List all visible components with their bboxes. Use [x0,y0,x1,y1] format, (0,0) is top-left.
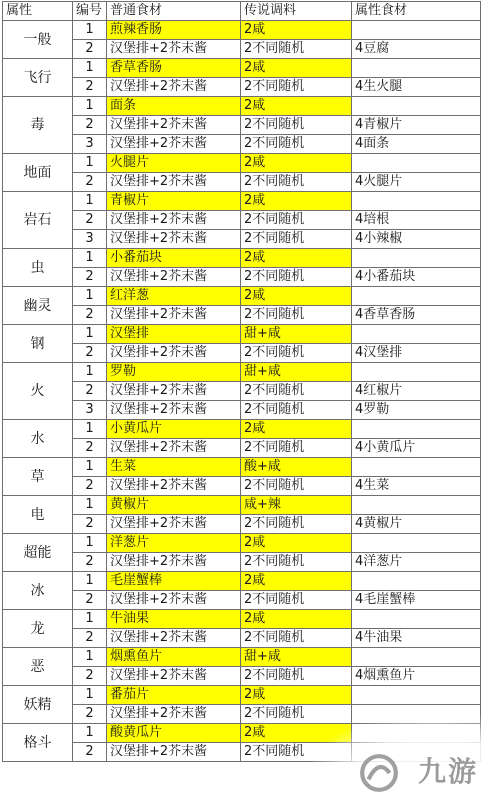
attribute-food-cell [352,610,481,629]
table-row [3,78,481,97]
seasoning-cell: 2不同随机 [241,116,352,135]
number-cell: 3 [73,230,107,249]
attribute-cell: 钢 [3,325,73,363]
attribute-cell: 冰 [3,572,73,610]
header-row [3,2,481,21]
ordinary-food-cell: 生菜 [107,458,241,477]
attribute-food-cell [352,648,481,667]
number-cell: 1 [73,97,107,116]
attribute-food-cell: 4烟熏鱼片 [352,667,481,686]
ordinary-food-cell: 黄椒片 [107,496,241,515]
seasoning-cell: 2不同随机 [241,553,352,572]
seasoning-cell: 甜+咸 [241,363,352,382]
number-cell: 2 [73,78,107,97]
ordinary-food-cell: 汉堡排+2芥末酱 [107,591,241,610]
attribute-food-cell [352,97,481,116]
ordinary-food-cell: 汉堡排+2芥末酱 [107,705,241,724]
attribute-cell: 格斗 [3,724,73,762]
table-row [3,534,481,553]
attribute-cell: 幽灵 [3,287,73,325]
table-row [3,97,481,116]
table-row [3,401,481,420]
seasoning-cell: 2咸 [241,154,352,173]
seasoning-cell: 2不同随机 [241,515,352,534]
attribute-cell: 电 [3,496,73,534]
ordinary-food-cell: 汉堡排 [107,325,241,344]
table-row [3,439,481,458]
number-cell: 2 [73,116,107,135]
number-cell: 2 [73,743,107,762]
number-cell: 1 [73,154,107,173]
table-row [3,667,481,686]
attribute-cell: 超能 [3,534,73,572]
attribute-food-cell: 4汉堡排 [352,344,481,363]
seasoning-cell: 2不同随机 [241,667,352,686]
seasoning-cell: 2不同随机 [241,439,352,458]
attribute-food-cell [352,192,481,211]
ordinary-food-cell: 汉堡排+2芥末酱 [107,306,241,325]
table-row [3,553,481,572]
ordinary-food-cell: 煎辣香肠 [107,21,241,40]
watermark-text: 九游 [417,755,478,788]
number-cell: 1 [73,610,107,629]
attribute-cell: 妖精 [3,686,73,724]
number-cell: 1 [73,572,107,591]
seasoning-cell: 2咸 [241,420,352,439]
seasoning-cell: 2不同随机 [241,591,352,610]
ordinary-food-cell: 红洋葱 [107,287,241,306]
table-body [3,21,481,762]
seasoning-cell: 2咸 [241,249,352,268]
ordinary-food-cell: 汉堡排+2芥末酱 [107,382,241,401]
number-cell: 1 [73,458,107,477]
header-attribute-food: 属性食材 [352,2,481,21]
ordinary-food-cell: 烟熏鱼片 [107,648,241,667]
ordinary-food-cell: 汉堡排+2芥末酱 [107,268,241,287]
seasoning-cell: 甜+咸 [241,325,352,344]
table-row [3,173,481,192]
attribute-food-cell: 4生火腿 [352,78,481,97]
attribute-food-cell [352,59,481,78]
attribute-cell: 水 [3,420,73,458]
number-cell: 2 [73,268,107,287]
table-row [3,230,481,249]
table-row [3,344,481,363]
ordinary-food-cell: 汉堡排+2芥末酱 [107,40,241,59]
attribute-cell: 龙 [3,610,73,648]
attribute-cell: 虫 [3,249,73,287]
header-legendary-seasoning: 传说调料 [241,2,352,21]
ordinary-food-cell: 面条 [107,97,241,116]
attribute-food-cell [352,496,481,515]
number-cell: 1 [73,249,107,268]
seasoning-cell: 2咸 [241,97,352,116]
table-row [3,40,481,59]
attribute-food-cell: 4小辣椒 [352,230,481,249]
ordinary-food-cell: 汉堡排+2芥末酱 [107,78,241,97]
seasoning-cell: 2咸 [241,724,352,743]
ordinary-food-cell: 罗勒 [107,363,241,382]
table-row [3,154,481,173]
watermark-fade [313,715,488,800]
seasoning-cell: 2不同随机 [241,211,352,230]
seasoning-cell: 咸+辣 [241,496,352,515]
attribute-food-cell: 4罗勒 [352,401,481,420]
number-cell: 2 [73,382,107,401]
attribute-food-cell [352,458,481,477]
number-cell: 1 [73,420,107,439]
number-cell: 2 [73,515,107,534]
attribute-food-cell [352,686,481,705]
seasoning-cell: 2咸 [241,610,352,629]
ordinary-food-cell: 汉堡排+2芥末酱 [107,477,241,496]
table-row [3,363,481,382]
number-cell: 2 [73,705,107,724]
number-cell: 2 [73,553,107,572]
seasoning-cell: 2不同随机 [241,401,352,420]
table-row [3,515,481,534]
attribute-food-cell: 4香草香肠 [352,306,481,325]
seasoning-cell: 2不同随机 [241,382,352,401]
table-row [3,306,481,325]
attribute-food-cell: 4红椒片 [352,382,481,401]
seasoning-cell: 酸+咸 [241,458,352,477]
seasoning-cell: 2不同随机 [241,173,352,192]
ordinary-food-cell: 小番茄块 [107,249,241,268]
ordinary-food-cell: 青椒片 [107,192,241,211]
attribute-food-cell [352,287,481,306]
attribute-food-cell: 4毛崖蟹棒 [352,591,481,610]
number-cell: 2 [73,40,107,59]
attribute-cell: 毒 [3,97,73,154]
attribute-food-cell: 4豆腐 [352,40,481,59]
ordinary-food-cell: 火腿片 [107,154,241,173]
attribute-food-cell [352,363,481,382]
table-row [3,420,481,439]
attribute-food-cell [352,534,481,553]
attribute-food-cell [352,249,481,268]
attribute-cell: 岩石 [3,192,73,249]
attribute-food-cell: 4小番茄块 [352,268,481,287]
attribute-cell: 恶 [3,648,73,686]
ordinary-food-cell: 汉堡排+2芥末酱 [107,667,241,686]
ordinary-food-cell: 洋葱片 [107,534,241,553]
table-row [3,686,481,705]
number-cell: 3 [73,401,107,420]
table-row [3,116,481,135]
table-row [3,591,481,610]
jiuyou-logo-icon [358,752,400,794]
seasoning-cell: 2不同随机 [241,78,352,97]
seasoning-cell: 2不同随机 [241,344,352,363]
header-ordinary-food: 普通食材 [107,2,241,21]
attribute-food-cell [352,325,481,344]
ordinary-food-cell: 汉堡排+2芥末酱 [107,401,241,420]
attribute-food-cell: 4小黄瓜片 [352,439,481,458]
seasoning-cell: 2咸 [241,572,352,591]
ordinary-food-cell: 汉堡排+2芥末酱 [107,629,241,648]
attribute-food-cell [352,21,481,40]
seasoning-cell: 2咸 [241,59,352,78]
table-row [3,135,481,154]
seasoning-cell: 2不同随机 [241,743,352,762]
table-row [3,382,481,401]
attribute-cell: 草 [3,458,73,496]
attribute-food-cell: 4黄椒片 [352,515,481,534]
number-cell: 1 [73,21,107,40]
seasoning-cell: 甜+咸 [241,648,352,667]
attribute-food-cell: 4牛油果 [352,629,481,648]
number-cell: 2 [73,211,107,230]
ordinary-food-cell: 汉堡排+2芥末酱 [107,344,241,363]
ordinary-food-cell: 汉堡排+2芥末酱 [107,116,241,135]
seasoning-cell: 2不同随机 [241,705,352,724]
seasoning-cell: 2不同随机 [241,135,352,154]
header-number: 编号 [73,2,107,21]
number-cell: 2 [73,667,107,686]
number-cell: 2 [73,306,107,325]
seasoning-cell: 2咸 [241,21,352,40]
ordinary-food-cell: 汉堡排+2芥末酱 [107,135,241,154]
ordinary-food-cell: 汉堡排+2芥末酱 [107,439,241,458]
attribute-cell: 一般 [3,21,73,59]
number-cell: 2 [73,477,107,496]
ordinary-food-cell: 酸黄瓜片 [107,724,241,743]
table-row [3,249,481,268]
attribute-food-cell: 4生菜 [352,477,481,496]
table-row [3,572,481,591]
table-row [3,477,481,496]
number-cell: 1 [73,363,107,382]
ordinary-food-cell: 汉堡排+2芥末酱 [107,553,241,572]
attribute-food-cell: 4火腿片 [352,173,481,192]
table-row [3,496,481,515]
number-cell: 1 [73,325,107,344]
ordinary-food-cell: 香草香肠 [107,59,241,78]
table-row [3,325,481,344]
table-row [3,59,481,78]
number-cell: 1 [73,686,107,705]
table-row [3,192,481,211]
recipe-table [2,1,481,762]
number-cell: 1 [73,59,107,78]
number-cell: 3 [73,135,107,154]
seasoning-cell: 2不同随机 [241,268,352,287]
number-cell: 2 [73,173,107,192]
seasoning-cell: 2咸 [241,534,352,553]
ordinary-food-cell: 毛崖蟹棒 [107,572,241,591]
number-cell: 1 [73,192,107,211]
ordinary-food-cell: 汉堡排+2芥末酱 [107,515,241,534]
seasoning-cell: 2咸 [241,287,352,306]
number-cell: 2 [73,344,107,363]
attribute-food-cell: 4面条 [352,135,481,154]
ordinary-food-cell: 小黄瓜片 [107,420,241,439]
attribute-food-cell: 4洋葱片 [352,553,481,572]
number-cell: 1 [73,496,107,515]
ordinary-food-cell: 汉堡排+2芥末酱 [107,211,241,230]
ordinary-food-cell: 汉堡排+2芥末酱 [107,173,241,192]
seasoning-cell: 2不同随机 [241,230,352,249]
seasoning-cell: 2不同随机 [241,477,352,496]
ordinary-food-cell: 牛油果 [107,610,241,629]
number-cell: 1 [73,534,107,553]
number-cell: 1 [73,724,107,743]
ordinary-food-cell: 汉堡排+2芥末酱 [107,743,241,762]
table-row [3,629,481,648]
table-row [3,458,481,477]
ordinary-food-cell: 汉堡排+2芥末酱 [107,230,241,249]
ordinary-food-cell: 番茄片 [107,686,241,705]
number-cell: 1 [73,287,107,306]
header-attribute: 属性 [3,2,73,21]
table-row [3,610,481,629]
attribute-food-cell: 4青椒片 [352,116,481,135]
seasoning-cell: 2不同随机 [241,306,352,325]
number-cell: 2 [73,591,107,610]
attribute-cell: 火 [3,363,73,420]
seasoning-cell: 2不同随机 [241,629,352,648]
seasoning-cell: 2咸 [241,686,352,705]
attribute-food-cell [352,420,481,439]
attribute-food-cell [352,154,481,173]
seasoning-cell: 2咸 [241,192,352,211]
table-row [3,287,481,306]
attribute-food-cell: 4培根 [352,211,481,230]
attribute-food-cell [352,572,481,591]
number-cell: 2 [73,439,107,458]
seasoning-cell: 2不同随机 [241,40,352,59]
table-row [3,21,481,40]
table-row [3,268,481,287]
table-row [3,648,481,667]
attribute-cell: 飞行 [3,59,73,97]
number-cell: 1 [73,648,107,667]
attribute-cell: 地面 [3,154,73,192]
number-cell: 2 [73,629,107,648]
table-row [3,211,481,230]
